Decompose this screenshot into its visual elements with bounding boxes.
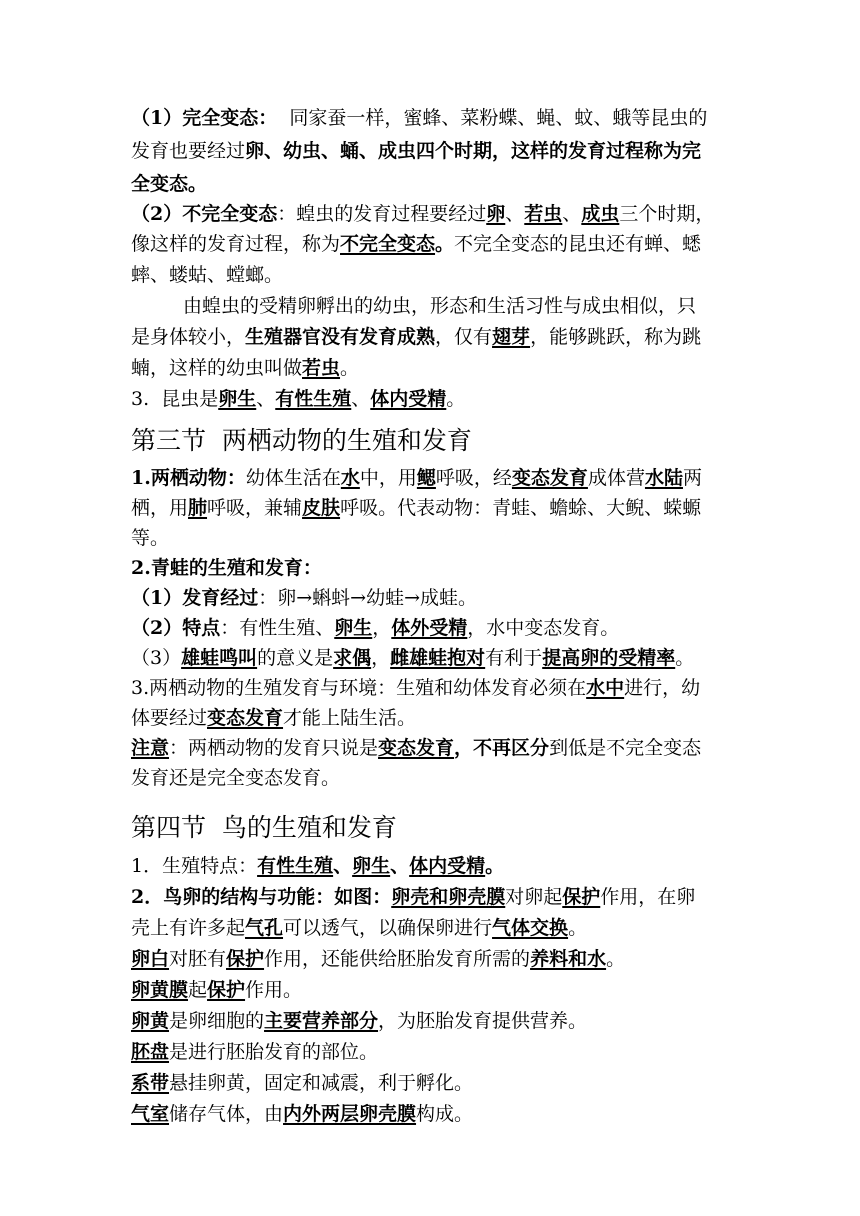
key-term: 卵壳和卵壳膜 — [391, 886, 506, 908]
text-line — [131, 494, 701, 522]
text-line — [131, 1100, 473, 1128]
key-term: 体内受精 — [409, 855, 486, 877]
text-segment: ：蝗虫的发育过程要经过 — [277, 203, 487, 225]
key-term: 卵 — [486, 203, 506, 225]
key-term: 水陆 — [644, 467, 683, 489]
text-segment: （1）发育经过 — [131, 587, 259, 609]
text-segment: 等。 — [131, 527, 170, 549]
key-term: 皮肤 — [302, 497, 341, 519]
key-term: 卵黄 — [131, 1010, 170, 1032]
text-segment: ， — [371, 647, 391, 669]
text-line — [131, 200, 714, 228]
text-line — [131, 1069, 473, 1097]
text-line — [131, 945, 625, 973]
text-line — [131, 354, 359, 382]
text-segment: 第四节 鸟的生殖和发育 — [131, 813, 397, 842]
text-line — [131, 852, 504, 880]
text-segment: 蝻，这样的幼虫叫做 — [131, 357, 303, 379]
key-term: 鳃 — [416, 467, 436, 489]
key-term: 变态发育 — [511, 467, 588, 489]
text-segment: 。 — [606, 948, 626, 970]
text-line — [131, 914, 587, 942]
text-segment: 进行，幼 — [624, 677, 701, 699]
text-segment: ，为胚胎发育提供营养。 — [378, 1010, 588, 1032]
key-term: 有性生殖 — [275, 388, 352, 410]
key-term: 气室 — [131, 1103, 170, 1125]
text-segment: 两 — [682, 467, 702, 489]
text-line — [131, 734, 701, 762]
key-term: 有性生殖 — [257, 855, 334, 877]
text-line — [131, 1007, 587, 1035]
text-segment: 三个时期， — [619, 203, 715, 225]
text-segment: 3.两栖动物的生殖发育与环境：生殖和幼体发育必须在 — [131, 677, 587, 699]
text-segment: （3） — [131, 647, 182, 669]
text-segment: ，仅有 — [435, 326, 493, 348]
text-segment: 、 — [390, 855, 410, 877]
text-line — [131, 137, 701, 165]
text-line — [131, 764, 340, 792]
text-line — [131, 104, 707, 132]
key-term: 雄蛙鸣叫 — [181, 647, 258, 669]
text-segment: 是卵细胞的 — [169, 1010, 265, 1032]
text-segment: 蟀、蝼蛄、螳螂。 — [131, 264, 284, 286]
text-segment: 1.两栖动物： — [131, 467, 246, 489]
text-segment: 有利于 — [485, 647, 543, 669]
key-term: 保护 — [562, 886, 601, 908]
text-segment: ，水中变态发育。 — [467, 617, 620, 639]
text-segment: 由蝗虫的受精卵孵出的幼虫，形态和生活习性与成虫相似，只 — [183, 295, 697, 317]
key-term: 卵生 — [218, 388, 257, 410]
text-segment: 作用，还能供给胚胎发育所需的 — [264, 948, 531, 970]
text-line — [183, 292, 696, 320]
text-segment: 生殖器官没有发育成熟 — [245, 326, 436, 348]
text-segment: 。 — [435, 233, 455, 255]
key-term: 保护 — [226, 948, 265, 970]
text-segment: 的意义是 — [257, 647, 334, 669]
text-segment: ， — [372, 617, 392, 639]
key-term: 体内受精 — [370, 388, 447, 410]
key-term: 求偶 — [333, 647, 372, 669]
text-segment: 可以透气，以确保卵进行 — [283, 917, 493, 939]
text-segment: 储存气体，由 — [169, 1103, 284, 1125]
text-segment: 作用。 — [245, 979, 303, 1001]
text-segment: 呼吸。代表动物：青蛙、蟾蜍、大鲵、蝾螈 — [340, 497, 702, 519]
text-segment: 到低是不完全变态 — [549, 737, 702, 759]
text-segment: 呼吸，兼辅 — [207, 497, 303, 519]
text-line — [131, 323, 701, 351]
text-line — [131, 524, 169, 552]
key-term: 雌雄蛙抱对 — [390, 647, 486, 669]
text-segment: 、 — [333, 855, 353, 877]
key-term: 内外两层卵壳膜 — [283, 1103, 417, 1125]
text-line — [131, 674, 700, 702]
text-segment: （2）不完全变态 — [131, 203, 278, 225]
key-term: 若虫 — [524, 203, 563, 225]
text-segment: 呼吸，经 — [435, 467, 512, 489]
text-segment: 不完全变态的昆虫还有蝉、蟋 — [454, 233, 702, 255]
text-segment: 起 — [188, 979, 208, 1001]
text-segment: 1．生殖特点： — [131, 855, 258, 877]
text-line — [131, 230, 701, 258]
key-term: 提高卵的受精率 — [542, 647, 676, 669]
text-segment: 作用，在卵 — [600, 886, 696, 908]
key-term: 成虫 — [581, 203, 620, 225]
text-segment: 第三节 两栖动物的生殖和发育 — [131, 426, 472, 455]
text-segment: 体要经过 — [131, 707, 208, 729]
text-segment: 成体营 — [587, 467, 645, 489]
text-segment: 全变态。 — [131, 173, 208, 195]
text-segment: 幼体生活在 — [245, 467, 341, 489]
key-term: 肺 — [188, 497, 208, 519]
key-term: 变态发育 — [207, 707, 284, 729]
key-term: 气体交换 — [492, 917, 569, 939]
text-segment: ，不再区分 — [454, 737, 550, 759]
text-segment: 同家蚕一样，蜜蜂、菜粉蝶、蝇、蚊、蛾等昆虫的 — [277, 107, 708, 129]
text-segment: 。 — [340, 357, 360, 379]
text-segment: 发育还是完全变态发育。 — [131, 767, 341, 789]
text-line — [131, 883, 695, 911]
text-segment: 、 — [562, 203, 582, 225]
section-heading — [131, 811, 397, 845]
text-line — [131, 614, 619, 642]
text-segment: 是进行胚胎发育的部位。 — [169, 1041, 379, 1063]
text-segment: 。 — [446, 388, 466, 410]
text-segment: 2.青蛙的生殖和发育： — [131, 557, 322, 579]
text-segment: 对胚有 — [169, 948, 227, 970]
text-line — [131, 554, 322, 582]
key-term: 水中 — [586, 677, 625, 699]
key-term: 翅芽 — [492, 326, 531, 348]
text-segment: （2）特点 — [131, 617, 221, 639]
text-line — [131, 170, 207, 198]
text-segment: 2．鸟卵的结构与功能：如图： — [131, 886, 392, 908]
text-segment: 发育也要经过 — [131, 140, 246, 162]
text-segment: 。 — [568, 917, 588, 939]
key-term: 保护 — [207, 979, 246, 1001]
text-segment: 栖，用 — [131, 497, 189, 519]
text-segment: 构成。 — [416, 1103, 474, 1125]
text-segment: 卵、幼虫、蛹、成虫四个时期，这样的发育过程称为完 — [245, 140, 702, 162]
key-term: 变态发育 — [378, 737, 455, 759]
text-segment: 是身体较小， — [131, 326, 246, 348]
key-term: 卵白 — [131, 948, 170, 970]
text-segment: ：两栖动物的发育只说是 — [169, 737, 379, 759]
key-term: 体外受精 — [391, 617, 468, 639]
key-term: 卵生 — [334, 617, 373, 639]
key-term: 主要营养部分 — [264, 1010, 379, 1032]
text-segment: 中，用 — [359, 467, 417, 489]
key-term: 养料和水 — [530, 948, 607, 970]
text-segment: 3. 昆虫是 — [131, 388, 219, 410]
text-segment: （1）完全变态： — [131, 107, 278, 129]
text-segment: 才能上陆生活。 — [283, 707, 417, 729]
key-term: 注意 — [131, 737, 170, 759]
text-line — [131, 464, 702, 492]
key-term: 水 — [340, 467, 360, 489]
text-line — [131, 1038, 378, 1066]
section-heading — [131, 424, 472, 458]
key-term: 不完全变态 — [340, 233, 436, 255]
text-segment: 。 — [485, 855, 505, 877]
key-term: 系带 — [131, 1072, 170, 1094]
text-segment: 悬挂卵黄，固定和减震，利于孵化。 — [169, 1072, 474, 1094]
text-segment: 。 — [675, 647, 695, 669]
text-segment: 壳上有许多起 — [131, 917, 246, 939]
text-segment: 对卵起 — [505, 886, 563, 908]
text-segment: 、 — [351, 388, 371, 410]
text-line — [131, 976, 302, 1004]
key-term: 卵黄膜 — [131, 979, 189, 1001]
key-term: 卵生 — [352, 855, 391, 877]
text-segment: ，能够跳跃，称为跳 — [530, 326, 702, 348]
key-term: 胚盘 — [131, 1041, 170, 1063]
text-segment: 、 — [505, 203, 525, 225]
text-line — [131, 584, 477, 612]
text-line — [131, 704, 416, 732]
key-term: 气孔 — [245, 917, 284, 939]
text-segment: ：有性生殖、 — [220, 617, 335, 639]
text-segment: ：卵→蝌蚪→幼蛙→成蛙。 — [258, 587, 477, 609]
text-line — [131, 644, 694, 672]
text-line — [131, 261, 283, 289]
text-line — [131, 385, 465, 413]
key-term: 若虫 — [302, 357, 341, 379]
text-segment: 、 — [256, 388, 276, 410]
text-segment: 像这样的发育过程，称为 — [131, 233, 341, 255]
